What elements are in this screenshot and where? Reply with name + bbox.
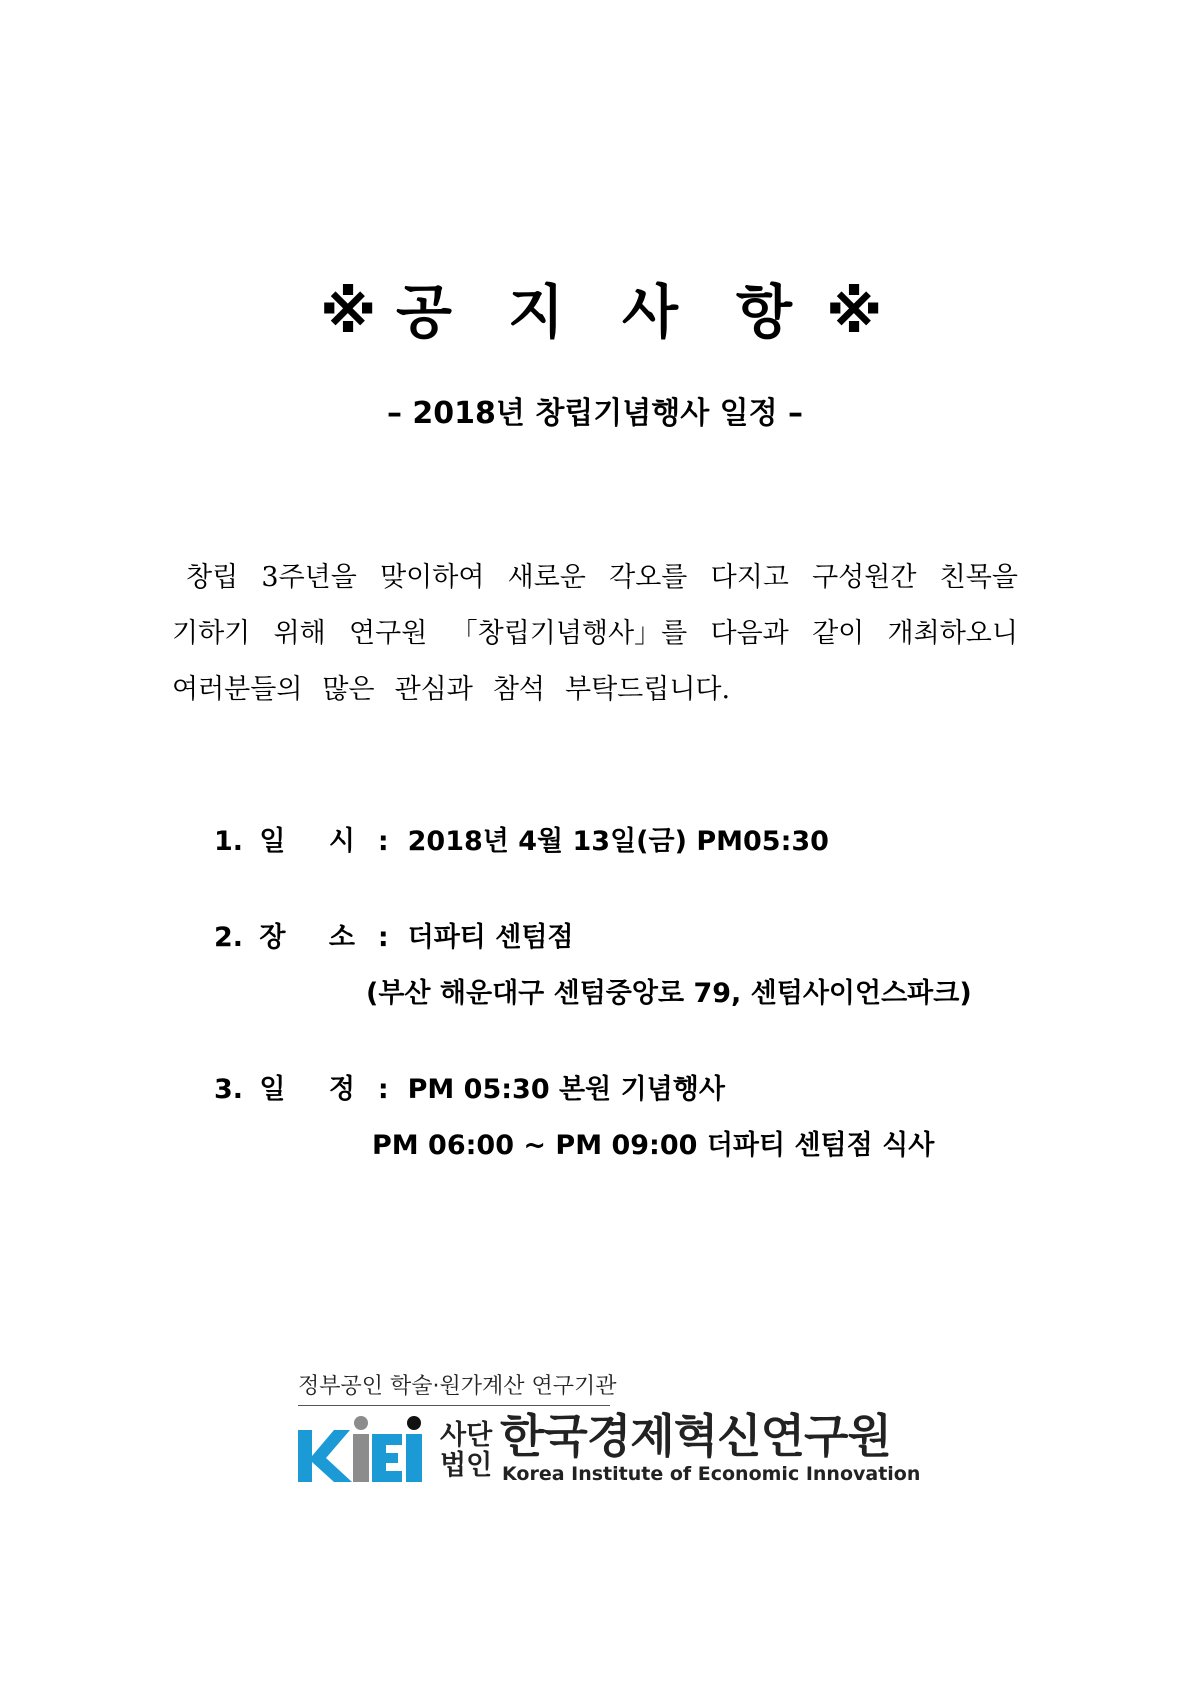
org-name-korean: 한국경제혁신연구원 bbox=[500, 1409, 891, 1463]
item-colon: : bbox=[377, 922, 389, 953]
item-label-b: 정 bbox=[328, 1074, 355, 1105]
title-char-1: 공 bbox=[396, 278, 453, 346]
schedule-item-program-detail: PM 06:00 ~ PM 09:00 더파티 센텀점 식사 bbox=[372, 1130, 935, 1161]
title-char-4: 항 bbox=[736, 278, 793, 346]
intro-word: 다음과 bbox=[710, 618, 789, 649]
item-value: 더파티 센텀점 bbox=[407, 922, 574, 953]
intro-word: 여러분들의 bbox=[172, 674, 303, 705]
kiei-logo-icon bbox=[296, 1416, 426, 1486]
title-char-2: 지 bbox=[508, 278, 565, 346]
intro-line-1 bbox=[172, 550, 1018, 606]
schedule-item-place bbox=[214, 918, 574, 958]
title-mark-right: ※ bbox=[826, 278, 883, 346]
intro-word: 연구원 bbox=[349, 618, 428, 649]
item-label-a: 일 bbox=[259, 1074, 286, 1105]
item-colon: : bbox=[377, 1074, 389, 1105]
item-label-b: 소 bbox=[328, 922, 355, 953]
title-char-3: 사 bbox=[622, 278, 679, 346]
kiei-logo bbox=[296, 1416, 426, 1486]
intro-word: 위해 bbox=[273, 618, 326, 649]
notice-subtitle: – 2018년 창립기념행사 일정 – bbox=[386, 396, 804, 431]
intro-word: 창립 bbox=[186, 562, 239, 593]
intro-line-2 bbox=[172, 606, 1018, 662]
intro-word: 다지고 bbox=[710, 562, 789, 593]
intro-word: 각오를 bbox=[609, 562, 688, 593]
intro-word: 구성원간 bbox=[812, 562, 917, 593]
footer-divider bbox=[298, 1405, 610, 1406]
item-number: 3. bbox=[214, 1074, 244, 1105]
intro-word: 기하기 bbox=[172, 618, 251, 649]
intro-paragraph bbox=[172, 550, 1018, 718]
schedule-item-program bbox=[214, 1070, 725, 1110]
intro-word: 같이 bbox=[812, 618, 865, 649]
intro-line-3 bbox=[172, 662, 1018, 718]
title-mark-left: ※ bbox=[320, 278, 377, 346]
intro-word: 맞이하여 bbox=[380, 562, 485, 593]
intro-word: 친목을 bbox=[939, 562, 1018, 593]
item-number: 1. bbox=[214, 826, 244, 857]
item-label-a: 일 bbox=[259, 826, 286, 857]
intro-word: 관심과 bbox=[394, 674, 473, 705]
item-value: 2018년 4월 13일(금) PM05:30 bbox=[407, 826, 829, 857]
item-value: PM 05:30 본원 기념행사 bbox=[407, 1074, 725, 1105]
intro-word: 많은 bbox=[322, 674, 375, 705]
intro-word: 부탁드립니다. bbox=[565, 674, 731, 705]
org-type bbox=[440, 1421, 492, 1481]
org-type-top: 사단 bbox=[440, 1420, 493, 1451]
footer-tagline: 정부공인 학술·원가계산 연구기관 bbox=[298, 1374, 617, 1399]
org-type-bottom: 법인 bbox=[440, 1450, 493, 1481]
org-name-english: Korea Institute of Economic Innovation bbox=[502, 1463, 921, 1485]
schedule-item-place-detail: (부산 해운대구 센텀중앙로 79, 센텀사이언스파크) bbox=[366, 978, 972, 1009]
notice-title bbox=[0, 272, 1190, 352]
schedule-item-date bbox=[214, 822, 829, 862]
item-number: 2. bbox=[214, 922, 244, 953]
item-label-b: 시 bbox=[328, 826, 355, 857]
intro-word: 참석 bbox=[492, 674, 546, 705]
item-colon: : bbox=[377, 826, 389, 857]
intro-word: 3주년을 bbox=[261, 562, 357, 593]
intro-word: 「창립기념행사」를 bbox=[450, 618, 688, 649]
intro-word: 개최하오니 bbox=[887, 618, 1018, 649]
intro-word: 새로운 bbox=[507, 562, 586, 593]
item-label-a: 장 bbox=[259, 922, 286, 953]
